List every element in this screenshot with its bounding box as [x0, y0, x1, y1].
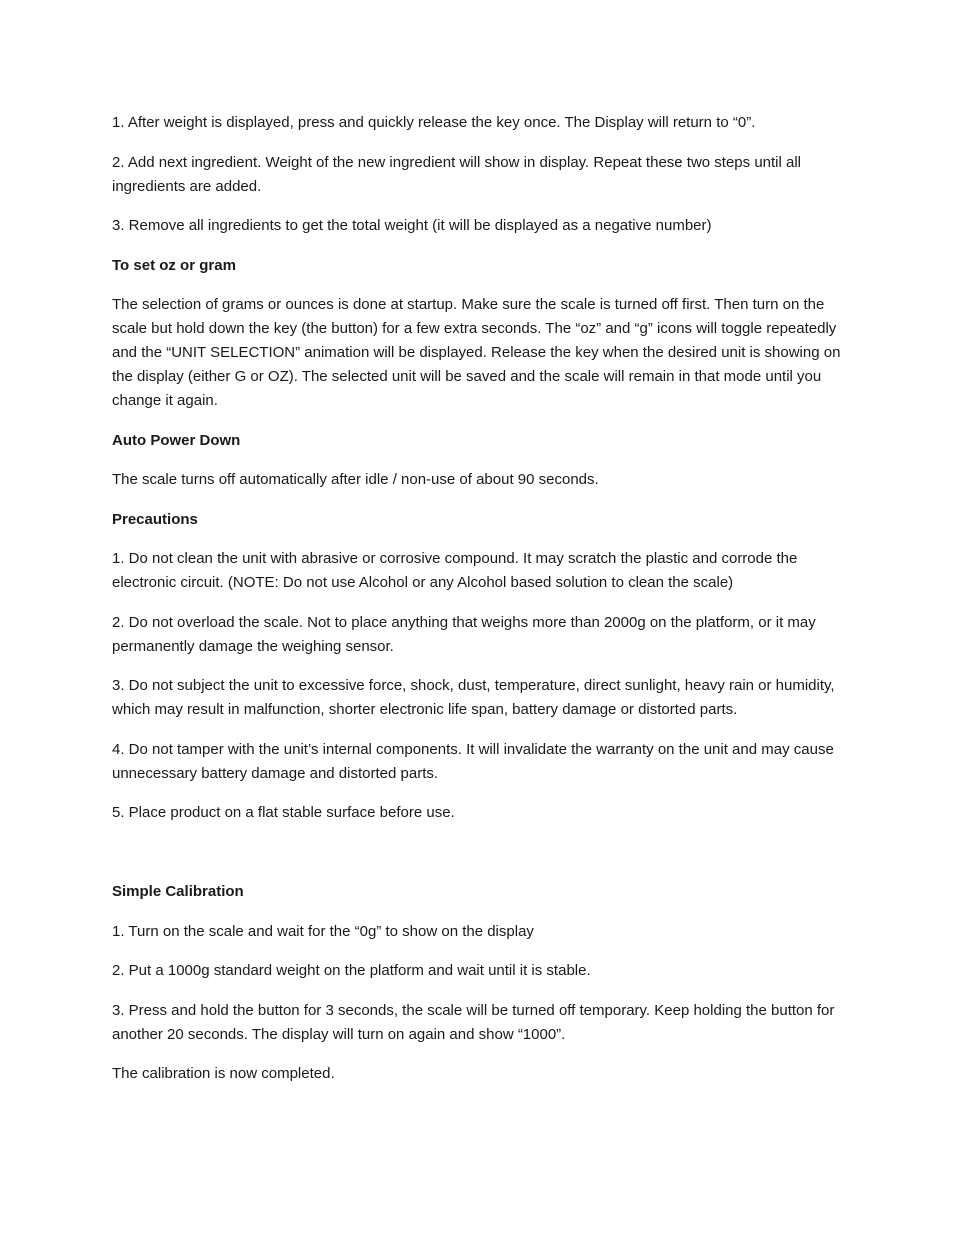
unit-section-heading: To set oz or gram	[112, 256, 236, 274]
calibration-step-2: 2. Put a 1000g standard weight on the platform and wait until it is stable.	[112, 962, 591, 979]
calibration-heading: Simple Calibration	[112, 883, 244, 900]
document-body	[112, 111, 842, 1102]
intro-step-2: 2. Add next ingredient. Weight of the new ingredient will show in display. Repeat these two steps until all ingredients are added.	[112, 153, 802, 195]
precaution-item-5: 5. Place product on a flat stable surface before use.	[112, 804, 455, 821]
intro-step-1: 1. After weight is displayed, press and quickly release the key once. The Display will return to “0”.	[112, 114, 756, 131]
section-spacer	[112, 841, 842, 881]
calibration-step-3: 3. Press and hold the button for 3 seconds, the scale will be turned off temporary. Keep holding the button for another 20 seconds. The display will turn on again and show “1000”.	[112, 1001, 835, 1043]
unit-section-body: The selection of grams or ounces is done at startup. Make sure the scale is turned off first. Then turn on the scale but hold down the key (the button) for a few extra seconds. The “oz” and “g” icons will toggle repeatedly and the “UNIT SELECTION” animation will be displayed. Release the key when the desired unit is showing on the display (either G or OZ). The selected unit will be saved and the scale will remain in that mode until you change it again.	[112, 296, 841, 409]
intro-step-3: 3. Remove all ingredients to get the total weight (it will be displayed as a negative number)	[112, 217, 712, 234]
precaution-item-1: 1. Do not clean the unit with abrasive or corrosive compound. It may scratch the plastic and corrode the electronic circuit. (NOTE: Do not use Alcohol or any Alcohol based solution to clean the scale)	[112, 550, 798, 591]
precautions-heading: Precautions	[112, 510, 198, 528]
calibration-step-1: 1. Turn on the scale and wait for the “0g” to show on the display	[112, 922, 534, 940]
precaution-item-2: 2. Do not overload the scale. Not to place anything that weighs more than 2000g on the platform, or it may permanently damage the weighing sensor.	[112, 613, 816, 655]
power-section-heading: Auto Power Down	[112, 431, 241, 449]
precaution-item-4: 4. Do not tamper with the unit’s internal components. It will invalidate the warranty on the unit and may cause unnecessary battery damage and distorted parts.	[112, 740, 834, 782]
calibration-closing: The calibration is now completed.	[112, 1065, 335, 1082]
precaution-item-3: 3. Do not subject the unit to excessive force, shock, dust, temperature, direct sunlight, heavy rain or humidity, which may result in malfunction, shorter electronic life span, battery damage or distorted parts.	[112, 677, 835, 718]
power-section-body: The scale turns off automatically after idle / non-use of about 90 seconds.	[112, 471, 599, 488]
